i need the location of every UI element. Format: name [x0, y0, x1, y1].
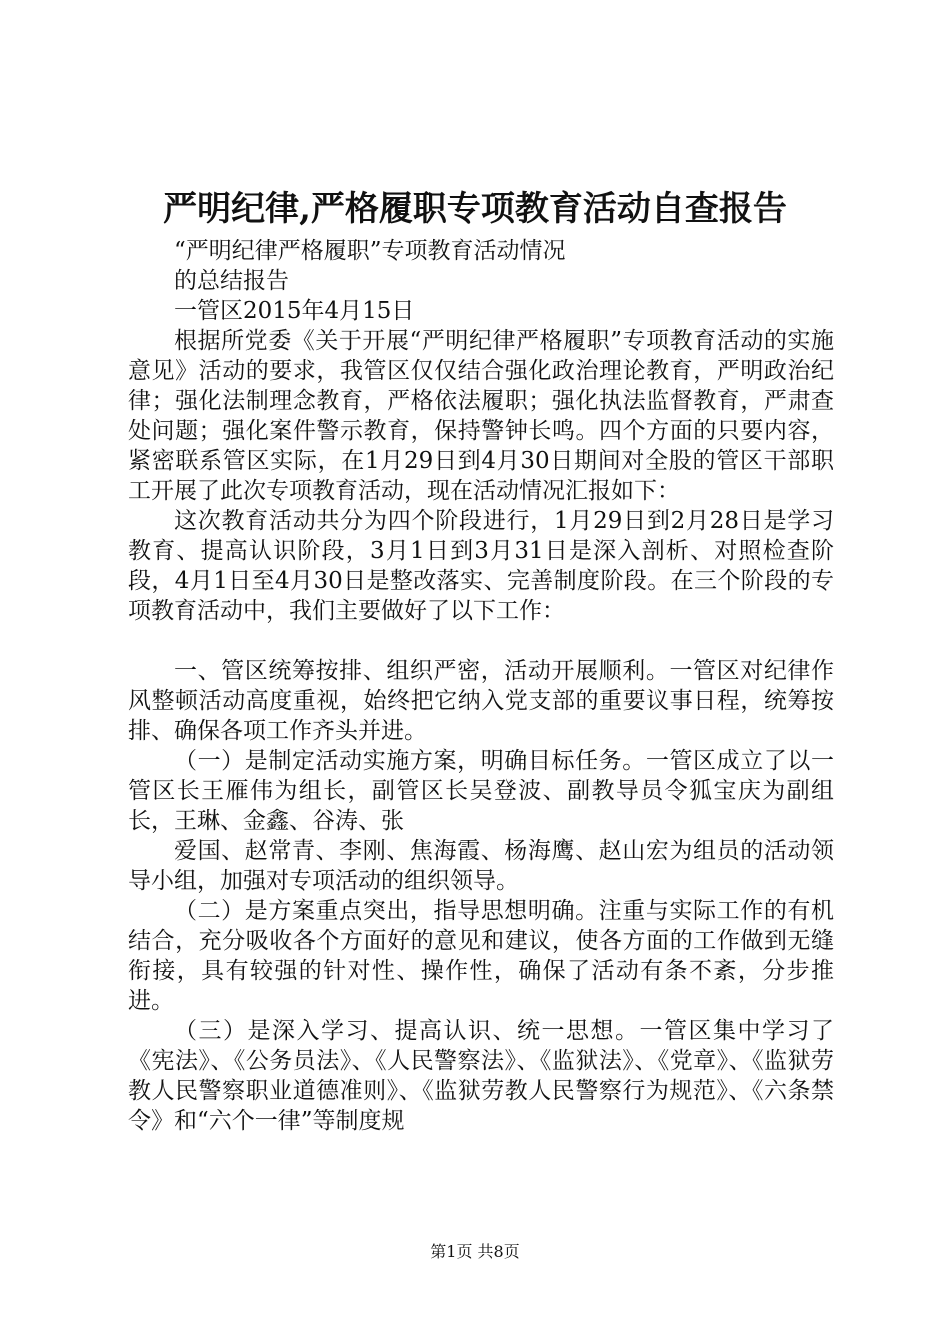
paragraph-item-3: （三）是深入学习、提高认识、统一思想。一管区集中学习了《宪法》、《公务员法》、《人民警察法》、《监狱法》、《党章》、《监狱劳教人民警察职业道德准则》、《监狱劳教人民警察行为规范》、《六条禁令》和“六个一律”等制度规: [128, 1018, 834, 1134]
paragraph-item-2: （二）是方案重点突出，指导思想明确。注重与实际工作的有机结合，充分吸收各个方面好的意见和建议，使各方面的工作做到无缝衔接，具有较强的针对性、操作性，确保了活动有条不紊，分步推进。: [128, 898, 834, 1014]
subtitle-line-1: “严明纪律严格履职”专项教育活动情况: [174, 238, 566, 264]
paragraph-stages: 这次教育活动共分为四个阶段进行，1月29日到2月28日是学习教育、提高认识阶段，3月1日到3月31日是深入剖析、对照检查阶段，4月1日至4月30日是整改落实、完善制度阶段。在三个阶段的专项教育活动中，我们主要做好了以下工作：: [128, 508, 834, 624]
document-title: 严明纪律,严格履职专项教育活动自查报告: [163, 189, 787, 229]
paragraph-gap: [128, 626, 834, 656]
page-footer: 第1页 共8页: [430, 1242, 520, 1261]
subtitle-line-2: 的总结报告: [174, 268, 289, 294]
paragraph-intro: 根据所党委《关于开展“严明纪律严格履职”专项教育活动的实施意见》活动的要求，我管区仅仅结合强化政治理论教育，严明政治纪律；强化法制理念教育，严格依法履职；强化执法监督教育，严肃查处问题；强化案件警示教育，保持警钟长鸣。四个方面的只要内容，紧密联系管区实际，在1月29日到4月30日期间对全股的管区干部职工开展了此次专项教育活动，现在活动情况汇报如下：: [128, 328, 834, 504]
document-body: [128, 236, 834, 1136]
paragraph-section-1: 一、管区统筹按排、组织严密，活动开展顺利。一管区对纪律作风整顿活动高度重视，始终把它纳入党支部的重要议事日程，统筹按排、确保各项工作齐头并进。: [128, 658, 834, 744]
paragraph-item-1-cont: 爱国、赵常青、李刚、焦海霞、杨海鹰、赵山宏为组员的活动领导小组，加强对专项活动的组织领导。: [128, 838, 834, 894]
paragraph-item-1: （一）是制定活动实施方案，明确目标任务。一管区成立了以一管区长王雁伟为组长，副管区长吴登波、副教导员令狐宝庆为副组长，王琳、金鑫、谷涛、张: [128, 748, 834, 834]
report-date: 一管区2015年4月15日: [174, 298, 415, 324]
